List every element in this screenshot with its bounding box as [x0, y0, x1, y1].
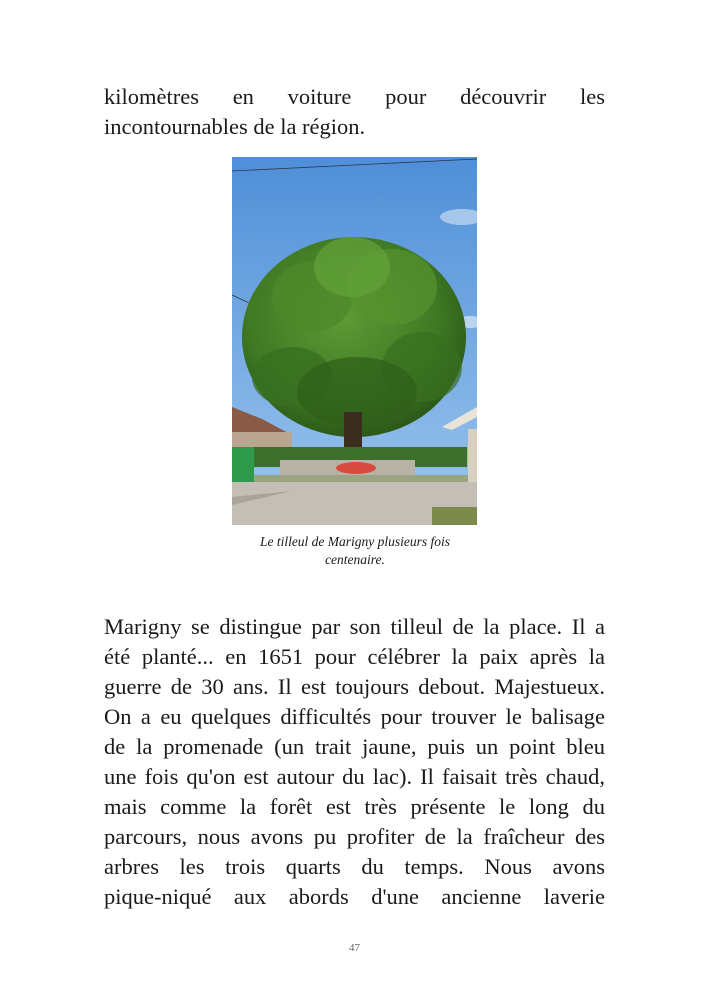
body-line: mais comme la forêt est très présente le long du	[104, 794, 605, 819]
body-line: pique-niqué aux abords d'une ancienne laverie	[104, 884, 605, 909]
body-line: Marigny se distingue par son tilleul de la place. Il a	[104, 614, 605, 639]
caption-line: Le tilleul de Marigny plusieurs fois	[259, 534, 451, 549]
body-line: guerre de 30 ans. Il est toujours debout. Majestueux.	[104, 674, 605, 699]
intro-paragraph	[104, 82, 605, 142]
body-line: été planté... en 1651 pour célébrer la paix après la	[104, 644, 605, 669]
photo-illustration	[232, 157, 477, 525]
photo-caption	[200, 533, 510, 569]
linden-tree-photo	[232, 157, 477, 525]
intro-line: incontournables de la région.	[104, 114, 366, 139]
caption-line: centenaire.	[325, 552, 385, 567]
intro-line: kilomètres en voiture pour découvrir les	[104, 84, 605, 109]
body-line: une fois qu'on est autour du lac). Il faisait très chaud,	[104, 764, 605, 789]
body-line: On a eu quelques difficultés pour trouver le balisage	[104, 704, 605, 729]
body-line: arbres les trois quarts du temps. Nous avons	[104, 854, 605, 879]
page-number: 47	[349, 942, 360, 954]
body-paragraph	[104, 612, 605, 912]
body-line: de la promenade (un trait jaune, puis un point bleu	[104, 734, 605, 759]
body-line: parcours, nous avons pu profiter de la fraîcheur des	[104, 824, 605, 849]
